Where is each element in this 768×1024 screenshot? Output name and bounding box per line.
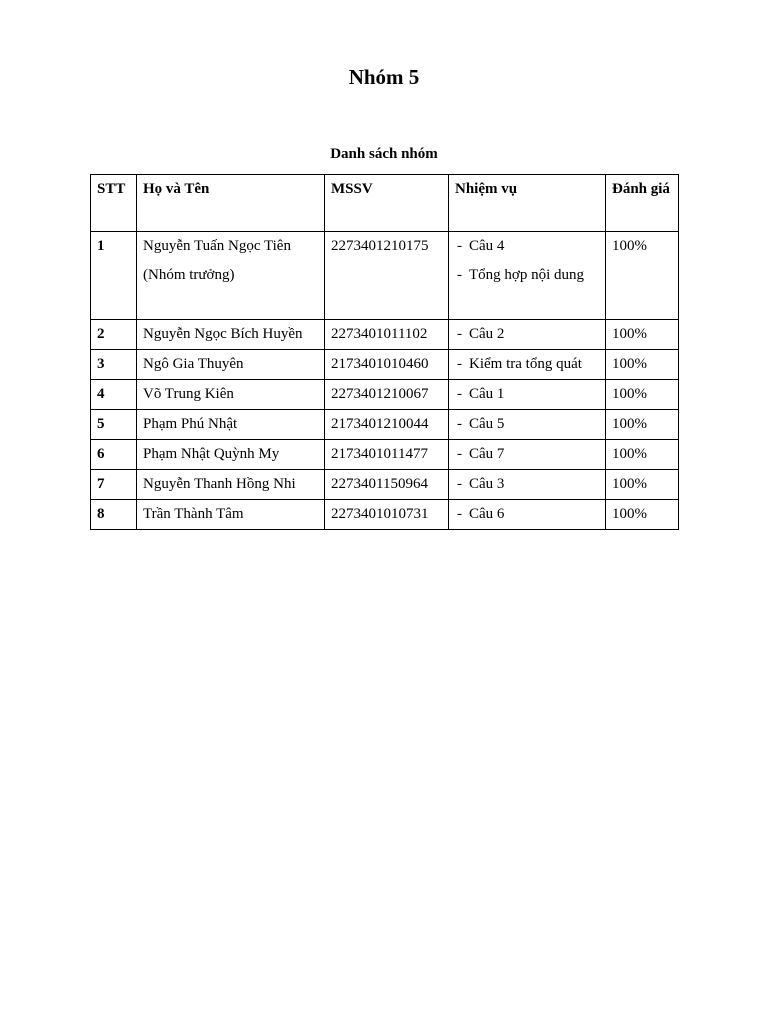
cell-stt: 5 bbox=[91, 410, 137, 440]
dash-bullet: - bbox=[457, 476, 462, 492]
task-list bbox=[455, 470, 599, 499]
cell-eval: 100% bbox=[606, 232, 679, 320]
cell-eval: 100% bbox=[606, 350, 679, 380]
cell-mssv: 2173401011477 bbox=[325, 440, 449, 470]
task-text: Câu 5 bbox=[469, 416, 505, 432]
task-text: Câu 2 bbox=[469, 326, 505, 342]
cell-task bbox=[449, 380, 606, 410]
task-text: Kiểm tra tổng quát bbox=[469, 356, 582, 372]
dash-bullet: - bbox=[457, 416, 462, 432]
cell-mssv: 2273401150964 bbox=[325, 470, 449, 500]
dash-bullet: - bbox=[457, 386, 462, 402]
cell-task bbox=[449, 410, 606, 440]
task-list bbox=[455, 380, 599, 409]
table-row bbox=[91, 500, 679, 530]
members-table bbox=[90, 174, 679, 530]
cell-name: Nguyễn Ngọc Bích Huyền bbox=[137, 320, 325, 350]
task-list bbox=[455, 500, 599, 529]
table-row bbox=[91, 320, 679, 350]
cell-eval: 100% bbox=[606, 500, 679, 530]
cell-stt: 4 bbox=[91, 380, 137, 410]
cell-task bbox=[449, 500, 606, 530]
cell-name: Trần Thành Tâm bbox=[137, 500, 325, 530]
cell-task bbox=[449, 320, 606, 350]
cell-task bbox=[449, 440, 606, 470]
dash-bullet: - bbox=[457, 267, 462, 283]
list-item bbox=[457, 440, 599, 469]
cell-mssv: 2173401010460 bbox=[325, 350, 449, 380]
task-text: Câu 3 bbox=[469, 476, 505, 492]
task-text: Câu 1 bbox=[469, 386, 505, 402]
cell-task bbox=[449, 350, 606, 380]
header-eval: Đánh giá bbox=[606, 175, 679, 232]
cell-stt: 2 bbox=[91, 320, 137, 350]
cell-stt: 3 bbox=[91, 350, 137, 380]
list-item bbox=[457, 380, 599, 409]
cell-mssv: 2173401210044 bbox=[325, 410, 449, 440]
list-item bbox=[457, 410, 599, 439]
cell-name: Võ Trung Kiên bbox=[137, 380, 325, 410]
table-caption: Danh sách nhóm bbox=[330, 146, 438, 162]
cell-mssv: 2273401011102 bbox=[325, 320, 449, 350]
cell-eval: 100% bbox=[606, 470, 679, 500]
cell-mssv: 2273401010731 bbox=[325, 500, 449, 530]
header-name: Họ và Tên bbox=[137, 175, 325, 232]
member-name: Nguyễn Tuấn Ngọc Tiên bbox=[143, 238, 291, 254]
cell-eval: 100% bbox=[606, 410, 679, 440]
cell-eval: 100% bbox=[606, 380, 679, 410]
cell-task bbox=[449, 232, 606, 320]
cell-stt: 1 bbox=[91, 232, 137, 320]
header-task: Nhiệm vụ bbox=[449, 175, 606, 232]
page-title: Nhóm 5 bbox=[348, 65, 420, 89]
table-row bbox=[91, 410, 679, 440]
cell-mssv: 2273401210067 bbox=[325, 380, 449, 410]
cell-eval: 100% bbox=[606, 440, 679, 470]
header-stt: STT bbox=[91, 175, 137, 232]
list-item bbox=[457, 350, 599, 379]
cell-task bbox=[449, 470, 606, 500]
list-item bbox=[457, 470, 599, 499]
cell-stt: 7 bbox=[91, 470, 137, 500]
table-row bbox=[91, 232, 679, 320]
task-list bbox=[455, 410, 599, 439]
cell-stt: 8 bbox=[91, 500, 137, 530]
task-list bbox=[455, 350, 599, 379]
task-text: Tổng hợp nội dung bbox=[469, 267, 585, 283]
table-row bbox=[91, 350, 679, 380]
cell-name: Nguyễn Thanh Hồng Nhi bbox=[137, 470, 325, 500]
list-item bbox=[457, 232, 599, 261]
member-role-note: (Nhóm trưởng) bbox=[143, 267, 235, 283]
dash-bullet: - bbox=[457, 238, 462, 254]
list-item bbox=[457, 500, 599, 529]
dash-bullet: - bbox=[457, 356, 462, 372]
dash-bullet: - bbox=[457, 506, 462, 522]
cell-stt: 6 bbox=[91, 440, 137, 470]
table-row bbox=[91, 440, 679, 470]
cell-name: Phạm Phú Nhật bbox=[137, 410, 325, 440]
list-item bbox=[457, 320, 599, 349]
table-header-row bbox=[91, 175, 679, 232]
cell-mssv: 2273401210175 bbox=[325, 232, 449, 320]
task-text: Câu 4 bbox=[469, 238, 505, 254]
cell-name: Ngô Gia Thuyên bbox=[137, 350, 325, 380]
dash-bullet: - bbox=[457, 446, 462, 462]
task-text: Câu 7 bbox=[469, 446, 505, 462]
task-text: Câu 6 bbox=[469, 506, 505, 522]
table-row bbox=[91, 380, 679, 410]
cell-eval: 100% bbox=[606, 320, 679, 350]
task-list bbox=[455, 232, 599, 290]
header-mssv: MSSV bbox=[325, 175, 449, 232]
table-row bbox=[91, 470, 679, 500]
dash-bullet: - bbox=[457, 326, 462, 342]
list-item bbox=[457, 261, 599, 290]
cell-name: Phạm Nhật Quỳnh My bbox=[137, 440, 325, 470]
task-list bbox=[455, 440, 599, 469]
task-list bbox=[455, 320, 599, 349]
cell-name bbox=[137, 232, 325, 320]
